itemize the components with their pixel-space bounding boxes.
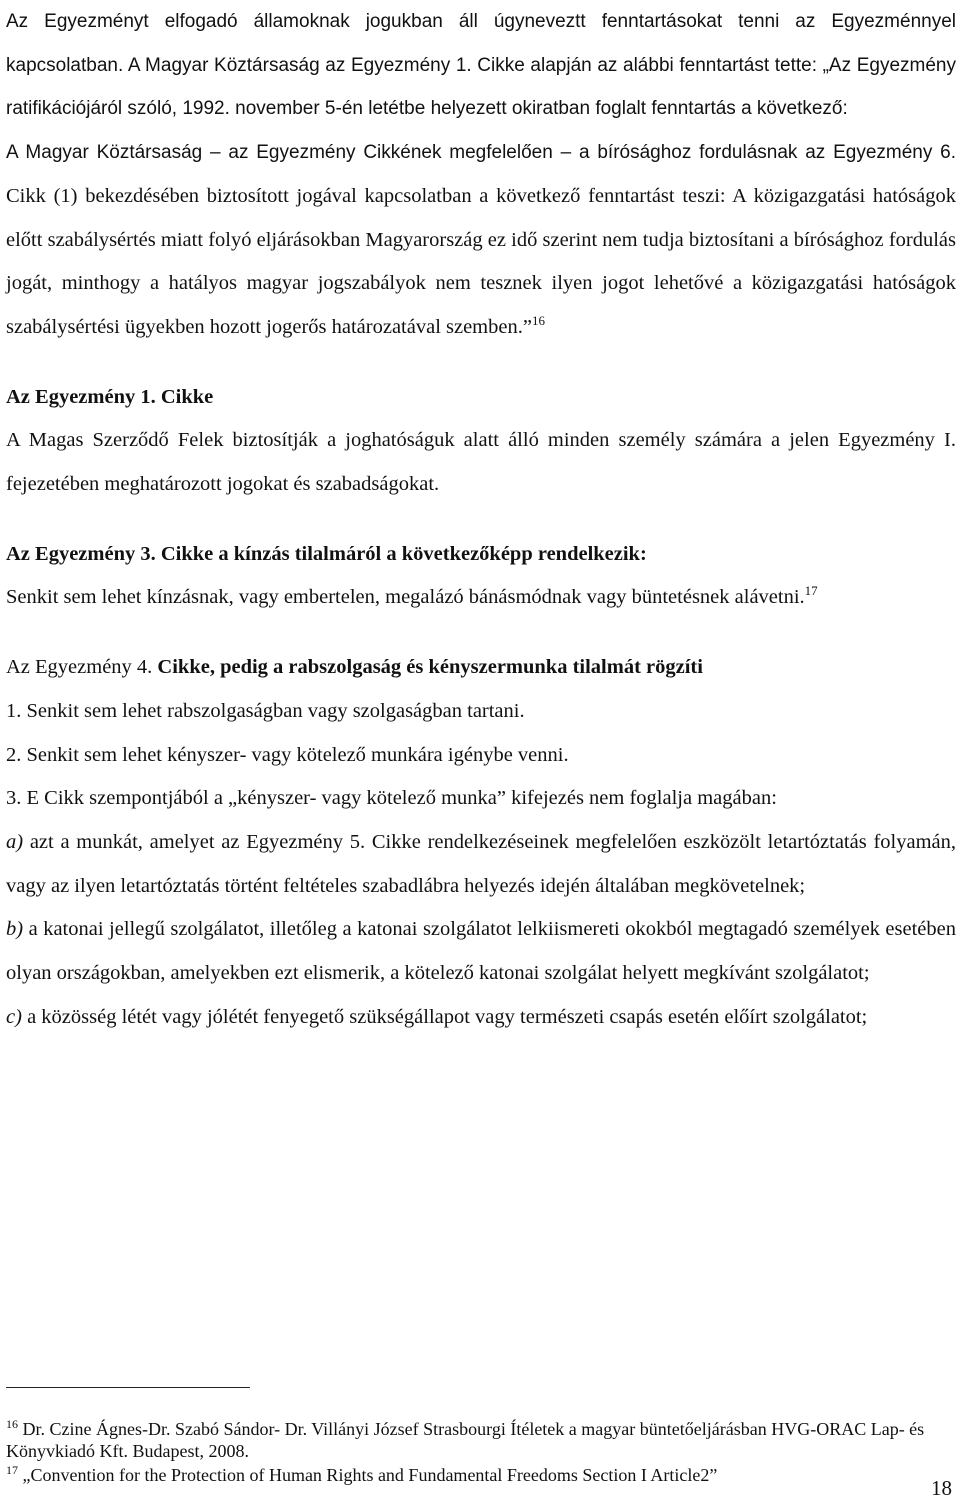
sub-item-text: a katonai jellegű szolgálatot, illetőleg a katonai szolgálatot lelkiismereti okokból megtagadó személyek esetében olyan országokban, amelyekben ezt elismerik, a kötelező katonai szolgálat helyett megkívánt szolgálatot; <box>6 918 956 985</box>
paragraph-text: A Magyar Köztársaság – az Egyezmény Cikkének megfelelően – a bírósághoz fordulásnak az Egyezmény 6. <box>6 142 956 164</box>
footnote-separator <box>6 1387 250 1388</box>
paragraph-text: november 5-én letétbe helyezett okiratban foglalt fenntartás a következő: <box>229 98 848 120</box>
sub-item-label: b) <box>6 918 24 941</box>
sub-item-a <box>6 821 956 908</box>
heading-prefix: Az Egyezmény 4. <box>6 656 153 679</box>
sub-item-c <box>6 996 956 1040</box>
sub-item-label: c) <box>6 1005 22 1028</box>
paragraph-reservation-intro <box>6 0 956 131</box>
footnote-16 <box>6 1418 956 1462</box>
list-item: 3. E Cikk szempontjából a „kényszer- vagy kötelező munka” kifejezés nem foglalja magában: <box>6 787 777 810</box>
article-3-text <box>6 576 956 620</box>
sub-item-b <box>6 908 956 995</box>
paragraph-text: Az Egyezményt elfogadó államoknak jogukban áll úgyneveztt fenntartásokat tenni az Egyezménnyel kapcsolatban. A Magyar Köztársaság az Egyezmény 1. Cikke alapján az alábbi fenntartást tette: „Az Egyezmény ratifikációjáról szóló, 1992. <box>6 11 956 120</box>
paragraph-reservation-text <box>6 131 956 350</box>
list-item: 1. Senkit sem lehet rabszolgaságban vagy szolgaságban tartani. <box>6 699 525 722</box>
paragraph-text: Cikk (1) bekezdésében biztosított jogával kapcsolatban a következő fenntartást teszi: A közigazgatási hatóságok előtt szabálysértés miatt folyó eljárásokban Magyarország ez idő szerint nem tudja biztosítani a bírósághoz fordulás jogát, minthogy a hatályos magyar jogszabályok nem tesznek ilyen jogot lehetővé a közigazgatási hatóságok szabálysértési ügyekben hozott jogerős határozatával szemben.” <box>6 184 956 338</box>
footnote-mark: 16 <box>6 1417 18 1431</box>
article-1-text: A Magas Szerződő Felek biztosítják a joghatóságuk alatt álló minden személy számára a jelen Egyezmény I. fejezetében meghatározott jogokat és szabadságokat. <box>6 429 956 496</box>
footnote-text: „Convention for the Protection of Human Rights and Fundamental Freedoms Section I Article2” <box>18 1465 718 1485</box>
sub-item-text: azt a munkát, amelyet az Egyezmény 5. Cikke rendelkezéseinek megfelelően eszközölt letartóztatás folyamán, vagy az ilyen letartóztatás történt feltételes szabadlábra helyezés idején általában megkövetelnek; <box>6 830 956 897</box>
footnotes <box>6 1418 956 1486</box>
article-3-heading: Az Egyezmény 3. Cikke a kínzás tilalmáról a következőképp rendelkezik: <box>6 542 647 565</box>
footnote-ref-17[interactable]: 17 <box>804 583 818 599</box>
footnote-text: Dr. Czine Ágnes-Dr. Szabó Sándor- Dr. Villányi József Strasbourgi Ítéletek a magyar büntetőeljárásban HVG-ORAC Lap- és Könyvkiadó Kft. Budapest, 2008. <box>6 1419 925 1461</box>
heading-rest: Cikke, pedig a rabszolgaság és kényszermunka tilalmát rögzíti <box>152 656 703 679</box>
article-4-heading <box>6 646 956 690</box>
footnote-ref-16[interactable]: 16 <box>531 312 545 328</box>
document-page <box>6 0 956 1039</box>
list-item: 2. Senkit sem lehet kényszer- vagy kötelező munkára igénybe venni. <box>6 743 569 766</box>
sub-item-text: a közösség létét vagy jólétét fenyegető szükségállapot vagy természeti csapás esetén előírt szolgálatot; <box>21 1005 868 1028</box>
page-number: 18 <box>931 1476 952 1500</box>
paragraph-text: Senkit sem lehet kínzásnak, vagy embertelen, megalázó bánásmódnak vagy büntetésnek alávetni. <box>6 586 805 609</box>
sub-item-label: a) <box>6 830 24 853</box>
footnote-mark: 17 <box>6 1463 18 1477</box>
footnote-17 <box>6 1464 956 1486</box>
article-1-heading: Az Egyezmény 1. Cikke <box>6 385 214 408</box>
